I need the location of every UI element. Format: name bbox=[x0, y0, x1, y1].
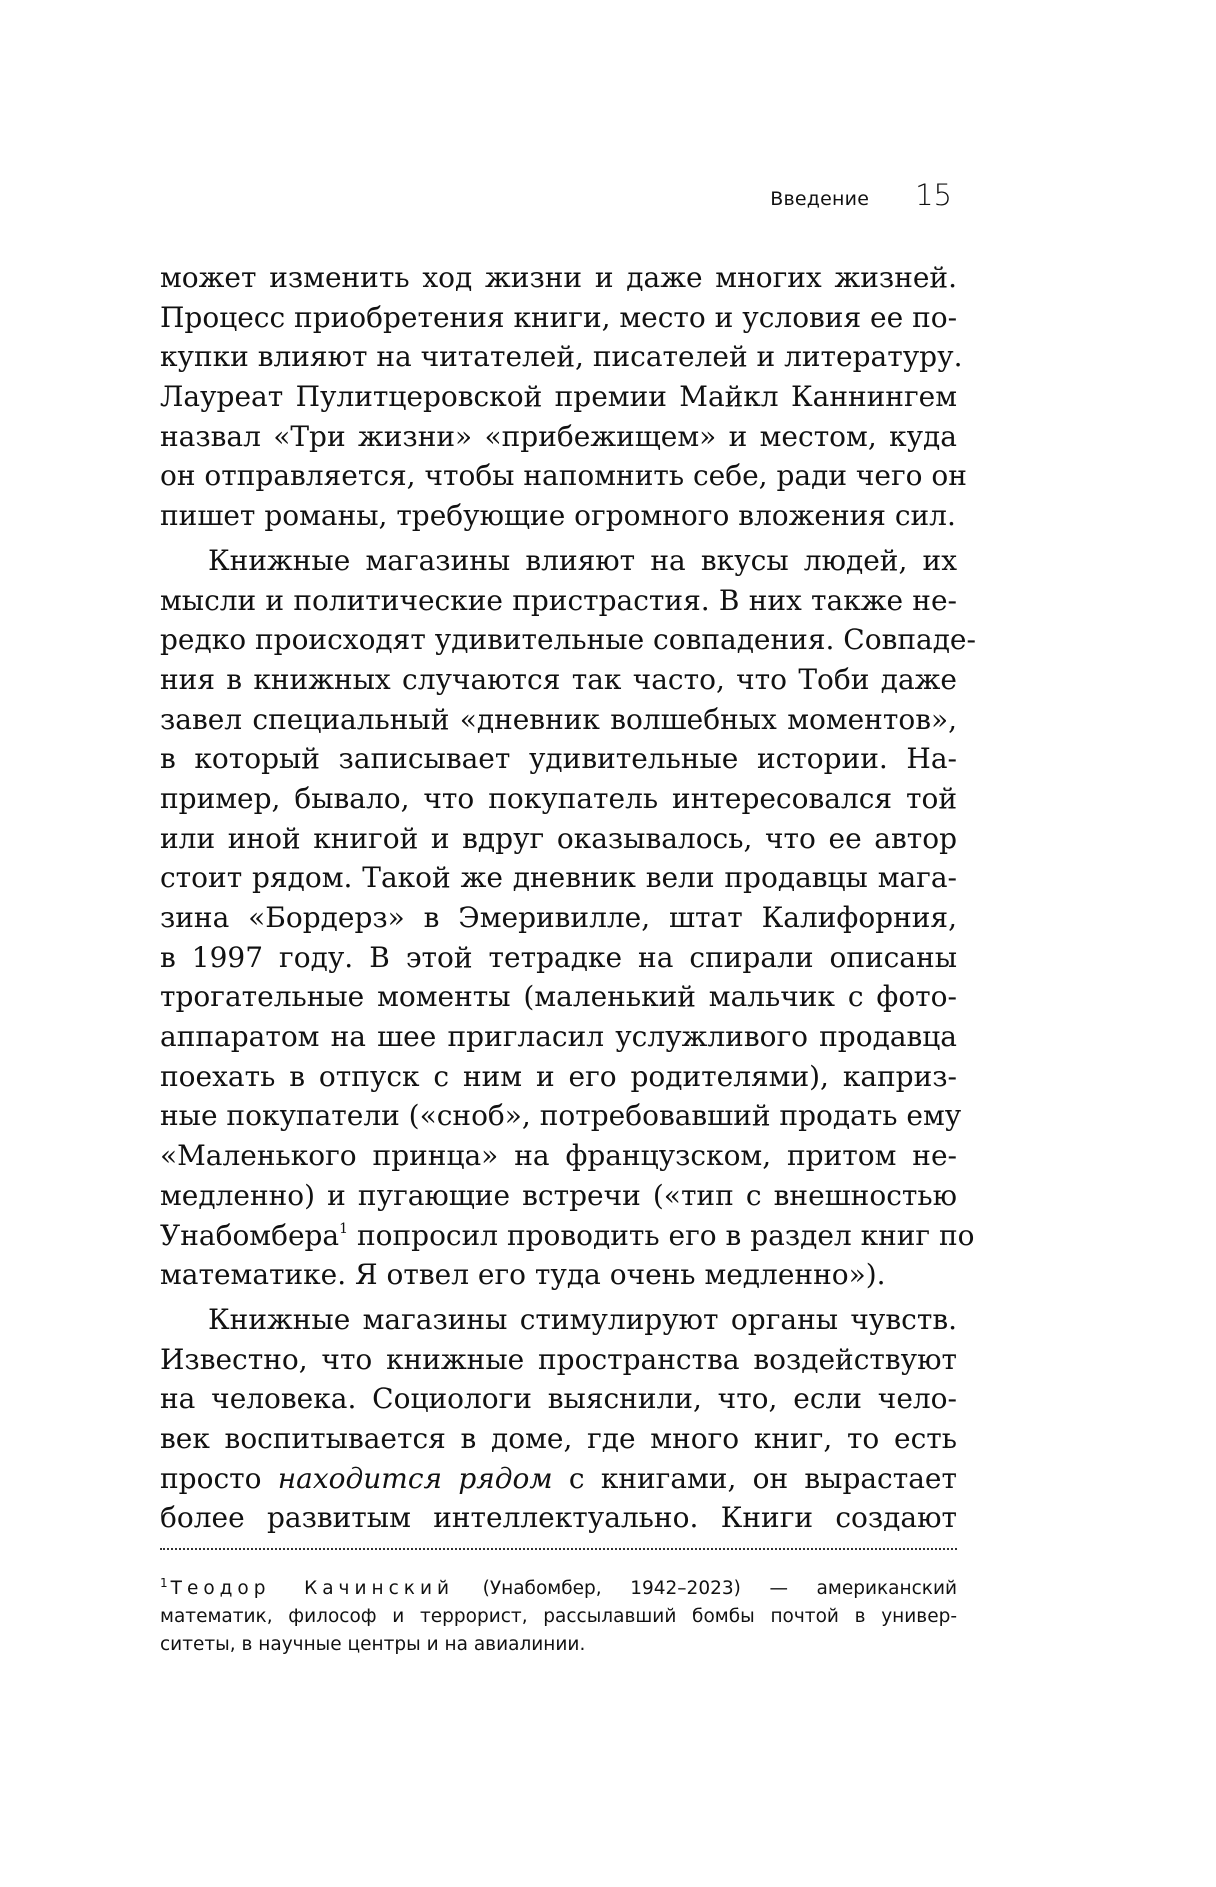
text-line: ния в книжных случаются так часто, что Тоби даже bbox=[160, 662, 957, 696]
text-line: назвал «Три жизни» «прибежищем» и местом, куда bbox=[160, 419, 957, 453]
footnote-person-name: Теодор Качинский bbox=[170, 1578, 455, 1599]
page-number: 15 bbox=[915, 178, 952, 212]
text-line: математике. Я отвел его туда очень медленно»). bbox=[160, 1258, 886, 1292]
text-fragment: с книгами, он вырастает bbox=[552, 1461, 957, 1495]
text-fragment: просто bbox=[160, 1461, 278, 1495]
text-line: более развитым интеллектуально. Книги создают bbox=[160, 1501, 957, 1535]
text-fragment: (Унабомбер, 1942–2023) — американский bbox=[454, 1578, 957, 1599]
text-line: купки влияют на читателей, писателей и литературу. bbox=[160, 340, 963, 374]
text-line: на человека. Социологи выяснили, что, если чело- bbox=[160, 1382, 957, 1416]
footnote-reference[interactable]: 1 bbox=[339, 1220, 349, 1237]
text-line: «Маленького принца» на французском, притом не- bbox=[160, 1139, 957, 1173]
text-line: пишет романы, требующие огромного вложения сил. bbox=[160, 499, 956, 533]
text-line: поехать в отпуск с ним и его родителями), каприз- bbox=[160, 1059, 957, 1093]
text-line: ные покупатели («сноб», потребовавший продать ему bbox=[160, 1099, 962, 1133]
text-fragment: Унабомбера bbox=[160, 1218, 340, 1252]
text-line: медленно) и пугающие встречи («тип с внешностью bbox=[160, 1178, 957, 1212]
text-line: Известно, что книжные пространства воздействуют bbox=[160, 1342, 957, 1376]
paragraph-3 bbox=[160, 1300, 957, 1538]
italic-emphasis: находится рядом bbox=[277, 1461, 553, 1495]
text-line: или иной книгой и вдруг оказывалось, что ее автор bbox=[160, 821, 957, 855]
text-line-with-italic bbox=[160, 1459, 957, 1499]
footnote-line: математик, философ и террорист, рассылавший бомбы почтой в универ- bbox=[160, 1606, 957, 1627]
text-line: стоит рядом. Такой же дневник вели продавцы мага- bbox=[160, 861, 957, 895]
text-line: Книжные магазины влияют на вкусы людей, их bbox=[208, 543, 957, 577]
text-line: мысли и политические пристрастия. В них также не- bbox=[160, 583, 957, 617]
text-line: может изменить ход жизни и даже многих жизней. bbox=[160, 261, 957, 294]
text-fragment: попросил проводить его в раздел книг по bbox=[348, 1218, 975, 1252]
footnote-line: ситеты, в научные центры и на авиалинии. bbox=[160, 1634, 586, 1655]
text-line: Лауреат Пулитцеровской премии Майкл Каннингем bbox=[160, 380, 957, 414]
running-head bbox=[770, 178, 952, 212]
footnote-separator bbox=[160, 1548, 957, 1550]
footnote-mark: 1 bbox=[160, 1576, 168, 1590]
text-line: Процесс приобретения книги, место и условия ее по- bbox=[160, 300, 958, 334]
text-line-with-footnote bbox=[160, 1216, 975, 1256]
footnote-line bbox=[160, 1575, 957, 1603]
text-line: редко происходят удивительные совпадения. Совпаде- bbox=[160, 623, 976, 657]
text-line: пример, бывало, что покупатель интересовался той bbox=[160, 781, 957, 815]
paragraph-1 bbox=[160, 258, 967, 536]
text-line: в который записывает удивительные истории. На- bbox=[160, 742, 957, 776]
text-line: завел специальный «дневник волшебных моментов», bbox=[160, 702, 957, 736]
text-line: век воспитывается в доме, где много книг, то есть bbox=[160, 1421, 957, 1455]
section-title: Введение bbox=[770, 188, 870, 210]
footnote bbox=[160, 1575, 957, 1659]
text-line: в 1997 году. В этой тетрадке на спирали описаны bbox=[160, 940, 957, 974]
text-line: зина «Бордерз» в Эмеривилле, штат Калифорния, bbox=[160, 901, 957, 934]
paragraph-2 bbox=[160, 541, 976, 1295]
text-line: аппаратом на шее пригласил услужливого продавца bbox=[160, 1020, 957, 1054]
text-line: он отправляется, чтобы напомнить себе, ради чего он bbox=[160, 459, 967, 493]
text-line: Книжные магазины стимулируют органы чувств. bbox=[208, 1302, 957, 1336]
text-line: трогательные моменты (маленький мальчик с фото- bbox=[160, 980, 957, 1014]
body-text bbox=[160, 258, 976, 1538]
